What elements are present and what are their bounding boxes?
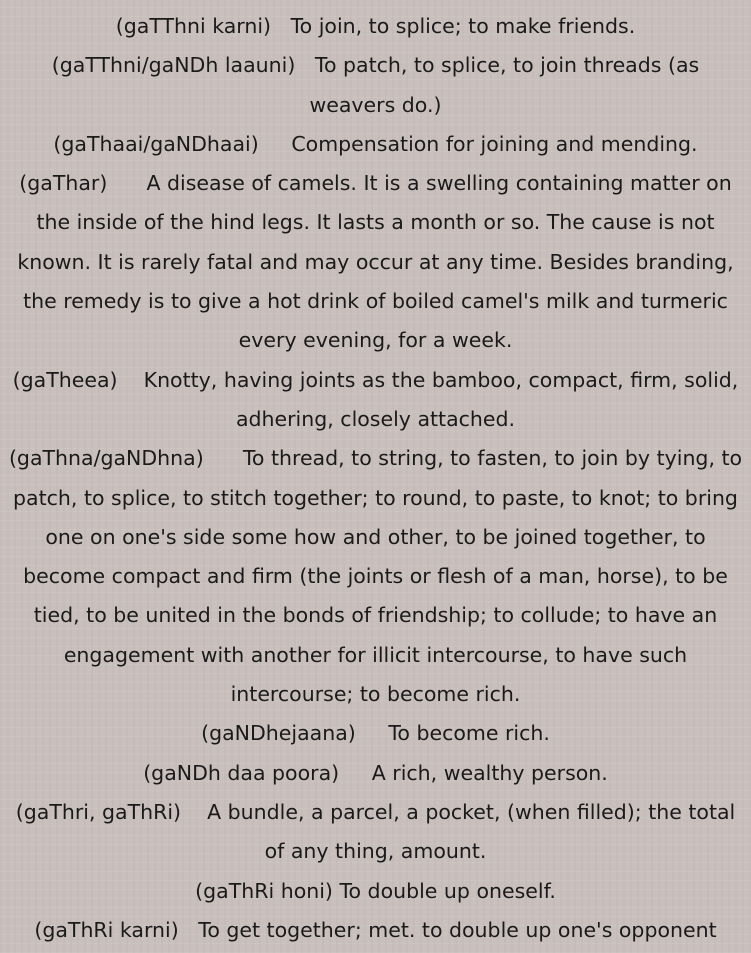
- dictionary-entry: [0, 911, 751, 950]
- entry-headword: (gaThna/gaNDhna): [8, 446, 204, 471]
- dictionary-entry: [0, 164, 751, 360]
- dictionary-entry: [0, 439, 751, 714]
- dictionary-entry: [0, 714, 751, 753]
- entry-definition: A rich, wealthy person.: [371, 760, 608, 785]
- entry-headword: (gaThar): [19, 171, 108, 196]
- entry-definition: A bundle, a parcel, a pocket, (when filled); the total of any thing, amount.: [207, 799, 736, 864]
- entry-definition: To join, to splice; to make friends.: [290, 14, 636, 38]
- entry-headword: (gaThRi honi): [195, 878, 333, 903]
- entry-headword: (gaTThni/gaNDh laauni): [51, 53, 296, 78]
- entry-headword: (gaNDh daa poora): [143, 760, 340, 785]
- dictionary-entry: [0, 872, 751, 911]
- entry-definition: To get together; met. to double up one's opponent: [198, 917, 717, 942]
- entry-headword: (gaNDhejaana): [201, 721, 356, 746]
- dictionary-entry: [0, 125, 751, 164]
- entry-definition: Knotty, having joints as the bamboo, compact, firm, solid, adhering, closely attached.: [143, 367, 739, 431]
- entry-definition: A disease of camels. It is a swelling containing matter on the inside of the hind legs. It lasts a month or so. The cause is not known. It is rarely fatal and may occur at any time. Besides branding, the remedy is to give a hot drink of boiled camel's milk and turmeric every evening, for a week.: [17, 171, 734, 353]
- dictionary-entry: [0, 793, 751, 872]
- dictionary-entry: [0, 754, 751, 793]
- dictionary-entry: [0, 46, 751, 125]
- entry-headword: (gaThRi karni): [34, 917, 179, 942]
- entry-headword: (gaThri, gaThRi): [15, 799, 182, 824]
- dictionary-entry: [0, 7, 751, 46]
- entry-definition: To become rich.: [388, 721, 550, 746]
- entry-headword: (gaTThni karni): [115, 14, 272, 38]
- entry-definition: Compensation for joining and mending.: [291, 131, 698, 156]
- dictionary-entry: [0, 361, 751, 440]
- entry-definition: To patch, to splice, to join threads (as weavers do.): [309, 53, 700, 117]
- entry-definition: To double up oneself.: [339, 878, 556, 903]
- entry-headword: (gaTheea): [12, 367, 118, 392]
- entry-headword: (gaThaai/gaNDhaai): [53, 131, 259, 156]
- entry-definition: To thread, to string, to fasten, to join by tying, to patch, to splice, to stitch together; to round, to paste, to knot; to bring one on one's side some how and other, to be joined together, to become compact and firm (the joints or flesh of a man, horse), to be tied, to be united in the bonds of friendship; to collude; to have an engagement with another for illicit intercourse, to have such intercourse; to become rich.: [13, 446, 743, 707]
